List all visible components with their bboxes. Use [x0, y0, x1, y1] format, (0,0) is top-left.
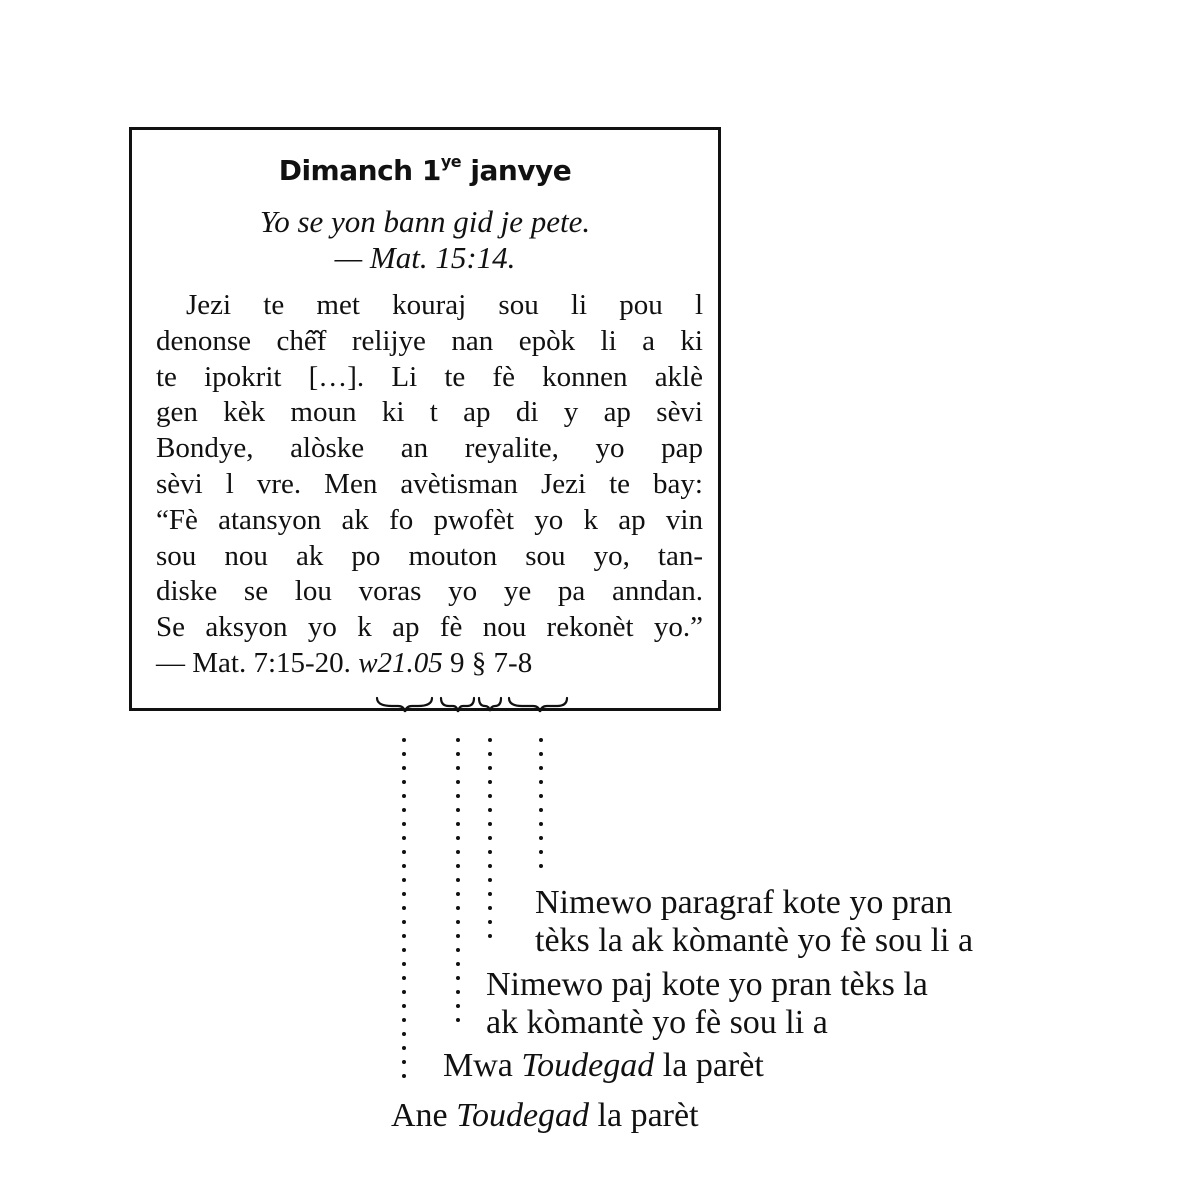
date-heading [132, 154, 718, 187]
body-line: Bondye, alòske an reyalite, yo pap [156, 432, 703, 465]
label-month-prefix: Mwa [443, 1047, 522, 1084]
body-line: sou nou ak po mouton sou yo, tan- [156, 539, 703, 572]
label-paragraph-line1: Nimewo paragraf kote yo pran [535, 884, 953, 921]
body-line: denonse chê̂f relijye nan epòk li a ki [156, 324, 703, 357]
ref-page: 9 [450, 646, 465, 679]
body-paragraph [156, 288, 703, 682]
daily-text-box [129, 127, 721, 711]
label-year-suffix: la parèt [589, 1097, 699, 1134]
label-issue-month [443, 1047, 764, 1085]
body-line: gen kèk moun ki t ap di y ap sèvi [156, 396, 703, 429]
body-line: “Fè atansyon ak fo pwofèt yo k ap vin [156, 503, 703, 536]
theme-line-2: — Mat. 15:14. [334, 240, 516, 275]
body-line: diske se lou voras yo ye pa anndan. [156, 575, 703, 608]
label-page-number [486, 966, 928, 1042]
label-month-italic: Toudegad [521, 1047, 655, 1084]
citation-line [156, 646, 703, 682]
date-suffix: janvye [461, 154, 572, 187]
ref-paragraph: § 7-8 [471, 646, 533, 679]
date-superscript: ye [440, 152, 462, 171]
body-line: te ipokrit […]. Li te fè konnen aklè [156, 360, 703, 393]
date-prefix: Dimanch 1 [278, 154, 441, 187]
theme-scripture [132, 204, 718, 276]
body-line: sèvi l vre. Men avètisman Jezi te bay: [156, 467, 703, 500]
theme-line-1: Yo se yon bann gid je pete. [259, 204, 591, 239]
label-page-line2: ak kòmantè yo fè sou li a [486, 1004, 828, 1041]
citation-prefix: — Mat. 7:15-20. [156, 646, 359, 679]
label-year-prefix: Ane [391, 1097, 457, 1134]
label-month-suffix: la parèt [654, 1047, 764, 1084]
label-paragraph-line2: tèks la ak kòmantè yo fè sou li a [535, 922, 974, 959]
body-line: Se aksyon yo k ap fè nou rekonèt yo.” [156, 611, 703, 644]
body-line: Jezi te met kouraj sou li pou l [186, 289, 703, 321]
label-paragraph-number [535, 884, 973, 960]
label-year-italic: Toudegad [456, 1097, 590, 1134]
label-issue-year [391, 1097, 699, 1135]
label-page-line1: Nimewo paj kote yo pran tèks la [486, 966, 928, 1003]
ref-publication: w21.05 [358, 646, 443, 679]
